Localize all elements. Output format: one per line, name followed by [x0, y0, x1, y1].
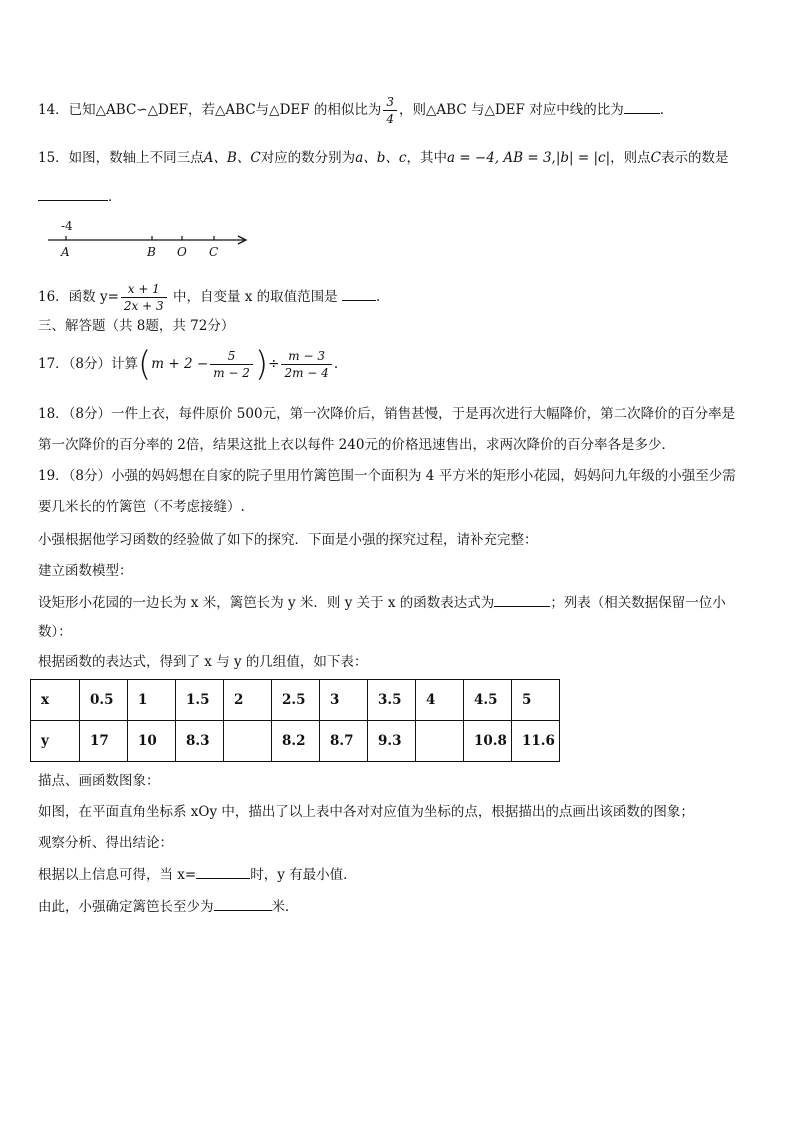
value-label-minus-4: -4 [61, 219, 73, 233]
q19-line-4: 建立函数模型： [38, 563, 133, 579]
q19-line-12a: 由此，小强确定篱笆长至少为 [38, 899, 214, 915]
q18-line-2: 第一次降价的百分率的 2倍，结果这批上衣以每件 240元的价格迅速售出，求两次降价的百分率各是多少． [38, 437, 675, 453]
table-cell [224, 721, 272, 762]
q19-line-2: 要几米长的竹篱笆（不考虑接缝）. [38, 499, 245, 515]
point-label-o: O [177, 245, 187, 259]
q16-frac-den: 2x + 3 [123, 299, 164, 313]
q19-line-5a: 设矩形小花园的一边长为 x 米，篱笆长为 y 米．则 y 关于 x 的函数表达式为 [38, 595, 495, 611]
q15-answer-blank[interactable] [38, 186, 108, 201]
table-cell: 17 [80, 721, 128, 762]
q19-line-11a: 根据以上信息可得，当 x= [38, 867, 197, 883]
table-cell: 9.3 [368, 721, 416, 762]
table-cell: 0.5 [80, 680, 128, 721]
q19-expression-blank[interactable] [494, 592, 550, 607]
q19-line-8: 描点、画函数图象： [38, 773, 160, 789]
q16-text-a: 16．函数 y= [38, 289, 119, 305]
table-cell: 11.6 [512, 721, 560, 762]
q17-fraction-2 [281, 348, 331, 381]
q19-line-9: 如图，在平面直角坐标系 xOy 中，描出了以上表中各对对应值为坐标的点，根据描出的点画出该函数的图象； [38, 804, 694, 820]
q14-frac-num: 3 [383, 94, 397, 111]
table-row-y [31, 721, 560, 762]
number-line-figure [40, 216, 260, 260]
q16-fraction [121, 281, 167, 314]
q15-text-c: ，其中 [406, 150, 447, 166]
point-label-c: C [209, 245, 219, 259]
table-cell: 2 [224, 680, 272, 721]
q17-frac2-num: m − 3 [281, 348, 331, 365]
question-17 [38, 344, 338, 385]
point-label-b: B [147, 245, 156, 259]
q17-end: . [333, 356, 339, 372]
q17-text-a: 17．（8分）计算 [38, 356, 139, 372]
q15-text-d: ，则点 [610, 150, 651, 166]
table-cell: 8.2 [272, 721, 320, 762]
q14-answer-blank[interactable] [624, 99, 660, 114]
q14-end: ． [659, 102, 674, 118]
q17-frac1-num: 5 [210, 348, 253, 365]
table-cell: 10 [128, 721, 176, 762]
q19-line-11 [38, 864, 357, 885]
table-cell: 4 [416, 680, 464, 721]
q15-vars: a、b、c [355, 150, 407, 166]
q14-frac-den: 4 [386, 112, 395, 126]
q17-frac2-den: 2m − 4 [284, 366, 329, 380]
q19-line-5 [38, 592, 726, 613]
q19-min-length-blank[interactable] [214, 896, 272, 911]
table-cell: 3.5 [368, 680, 416, 721]
table-cell: 1.5 [176, 680, 224, 721]
q14-text-a: 14．已知△ABC∽△DEF，若△ABC与△DEF 的相似比为 [38, 102, 382, 118]
q19-min-x-blank[interactable] [196, 864, 250, 879]
q16-text-b: 中，自变量 x 的取值范围是 [168, 289, 338, 305]
question-16 [38, 281, 389, 314]
q19-line-12b: 米． [271, 899, 299, 915]
table-cell: x [31, 680, 80, 721]
q17-left-paren: ( [138, 344, 152, 385]
question-14 [38, 94, 673, 127]
q17-fraction-1 [210, 348, 253, 381]
table-cell: 5 [512, 680, 560, 721]
table-cell: 1 [128, 680, 176, 721]
q16-answer-blank[interactable] [342, 286, 376, 301]
q15-answer-line [38, 186, 122, 207]
table-cell: 3 [320, 680, 368, 721]
q15-condition: a = −4, AB = 3,|b| = |c| [446, 150, 611, 166]
q19-line-12 [38, 896, 299, 917]
table-cell [416, 721, 464, 762]
table-cell: 8.3 [176, 721, 224, 762]
q19-line-10: 观察分析、得出结论： [38, 835, 173, 851]
q19-line-11b: 时，y 有最小值． [250, 867, 357, 883]
q17-expr: m + 2 − [151, 356, 209, 372]
table-row-x [31, 680, 560, 721]
values-table [30, 679, 560, 762]
q19-line-1: 19．（8分）小强的妈妈想在自家的院子里用竹篱笆围一个面积为 4 平方米的矩形小花园，妈妈问九年级的小强至少需 [38, 468, 736, 484]
q19-line-3: 小强根据他学习函数的经验做了如下的探究．下面是小强的探究过程，请补充完整： [38, 532, 538, 548]
q19-line-7: 根据函数的表达式，得到了 x 与 y 的几组值，如下表： [38, 654, 368, 670]
q15-points: A、B、C [203, 150, 261, 166]
table-cell: 8.7 [320, 721, 368, 762]
q15-point-c: C [650, 150, 661, 166]
section-heading: 三、解答题（共 8题，共 72分） [38, 318, 235, 334]
table-cell: 10.8 [464, 721, 512, 762]
q16-frac-num: x + 1 [121, 281, 167, 298]
q14-text-b: ，则△ABC 与△DEF 对应中线的比为 [399, 102, 624, 118]
q15-text-b: 对应的数分别为 [260, 150, 356, 166]
q19-line-5b: ；列表（相关数据保留一位小 [550, 595, 726, 611]
question-15 [38, 148, 728, 168]
point-label-a: A [61, 245, 70, 259]
q15-text-a: 15．如图，数轴上不同三点 [38, 150, 204, 166]
q17-right-paren: ) [254, 344, 269, 385]
q15-end: ． [108, 189, 122, 205]
q15-text-e: 表示的数是 [660, 150, 729, 166]
table-cell: 4.5 [464, 680, 512, 721]
table-cell: 2.5 [272, 680, 320, 721]
q16-end: ． [375, 289, 390, 305]
q19-line-6: 数）： [38, 624, 72, 640]
q14-fraction [383, 94, 397, 127]
table-cell: y [31, 721, 80, 762]
q18-line-1: 18．（8分）一件上衣，每件原价 500元，第一次降价后，销售甚慢，于是再次进行大幅降价，第二次降价的百分率是 [38, 406, 736, 422]
q17-frac1-den: m − 2 [213, 366, 250, 380]
q17-divide: ÷ [268, 356, 280, 372]
